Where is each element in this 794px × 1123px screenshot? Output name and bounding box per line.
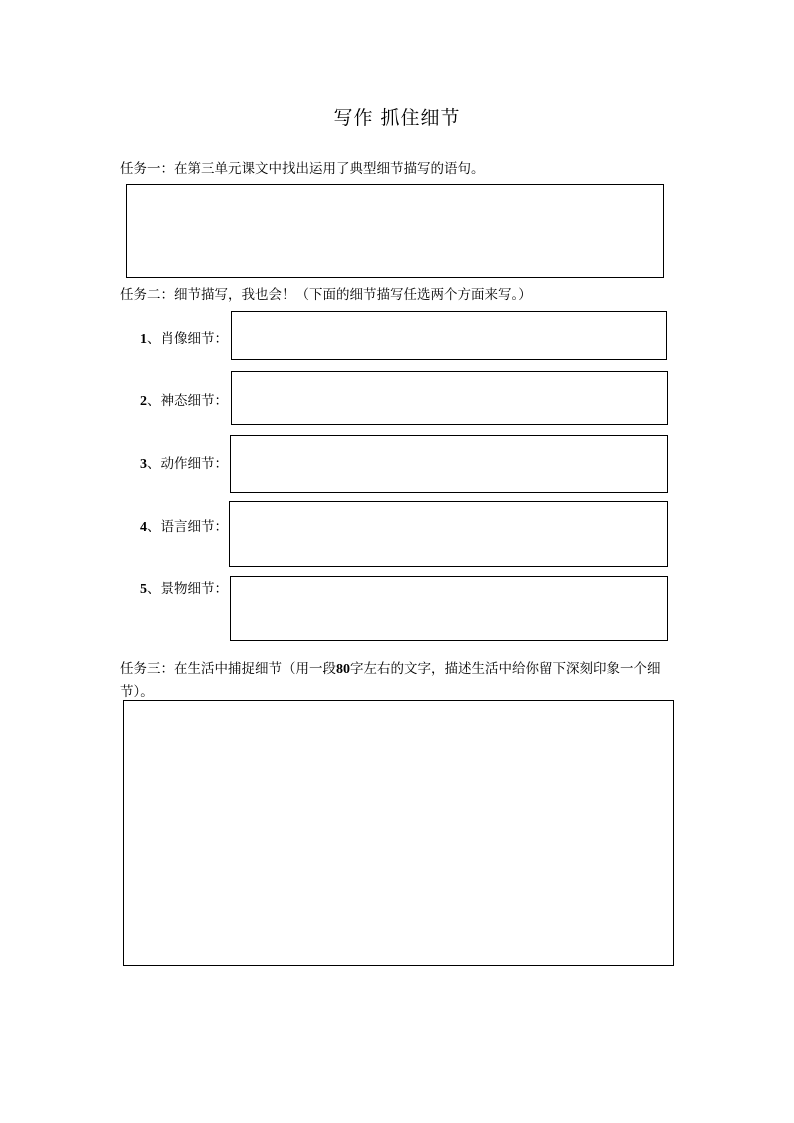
task2-item-expression-label — [140, 389, 228, 410]
item-label: 、动作细节： — [147, 456, 228, 472]
item-label: 、语言细节： — [147, 519, 228, 535]
task2-expression-answer-box[interactable] — [231, 371, 668, 425]
item-number: 5 — [140, 582, 147, 597]
item-number: 4 — [140, 520, 147, 535]
item-number: 3 — [140, 457, 147, 472]
task2-portrait-answer-box[interactable] — [231, 311, 667, 360]
task1-answer-box[interactable] — [126, 184, 664, 278]
task3-prompt-part-b: 字左右的文字，描述生活中给你留下深刻印象一个细节）。 — [120, 661, 661, 700]
task2-action-answer-box[interactable] — [230, 435, 668, 493]
item-label: 、神态细节： — [147, 393, 228, 409]
item-number: 1 — [140, 332, 147, 347]
task3-word-count: 80 — [336, 662, 350, 677]
page-title: 写作 抓住细节 — [333, 107, 461, 129]
item-number: 2 — [140, 394, 147, 409]
task2-prompt: 任务二：细节描写，我也会！（下面的细节描写任选两个方面来写。） — [120, 287, 532, 303]
task2-language-answer-box[interactable] — [229, 501, 668, 567]
task3-prompt-part-a: 任务三：在生活中捕捉细节（用一段 — [120, 661, 336, 677]
task2-item-scenery-label — [140, 577, 228, 598]
task2-scenery-answer-box[interactable] — [230, 576, 668, 641]
task3-answer-box[interactable] — [123, 700, 674, 966]
task2-item-action-label — [140, 452, 228, 473]
item-label: 、肖像细节： — [147, 331, 228, 347]
task2-item-portrait-label — [140, 327, 228, 348]
task3-prompt — [120, 658, 680, 703]
item-label: 、景物细节： — [147, 581, 228, 597]
task2-item-language-label — [140, 515, 228, 536]
task1-prompt: 任务一：在第三单元课文中找出运用了典型细节描写的语句。 — [120, 161, 485, 177]
